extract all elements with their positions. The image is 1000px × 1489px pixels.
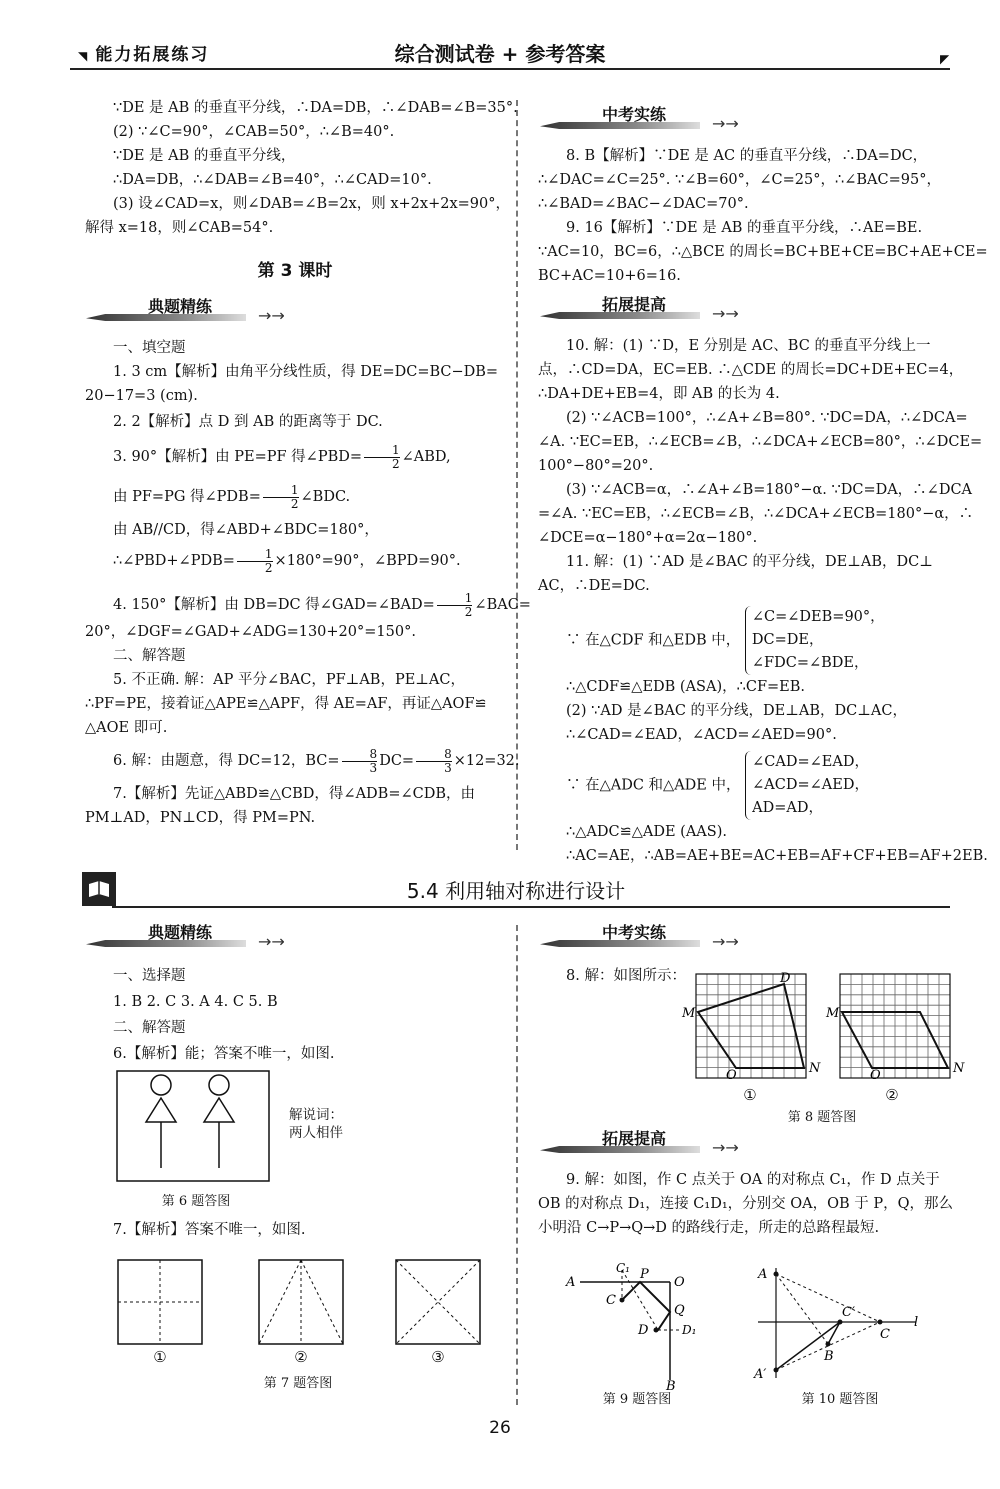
header-left-title: ◥ 能力拓展练习 xyxy=(78,45,210,65)
text-line: △AOE 即可. xyxy=(85,720,168,736)
section-header-zhongkao-2: 中考实练 →→ xyxy=(540,918,800,952)
section-header-dianti-2: 典题精练 →→ xyxy=(86,918,346,952)
fraction: $\frac{8}{3}$ xyxy=(416,748,452,775)
text-line: 6. 解：由题意，得 DC=12，BC= $\frac{8}{3}$ DC= $\frac{8}{3}$ ×12=32. xyxy=(113,746,520,775)
text-line: 由 PF=PG 得∠PDB= $\frac{1}{2}$ ∠BDC. xyxy=(113,482,351,511)
svg-text:O: O xyxy=(870,1068,881,1083)
text-line: (2) ∵AD 是∠BAC 的平分线，DE⊥AB，DC⊥AC， xyxy=(566,703,907,719)
text-line: 2. 2【解析】点 D 到 AB 的距离等于 DC. xyxy=(113,414,383,430)
text-line: (2) ∵∠ACB=100°，∴∠A+∠B=80°. ∵DC=DA，∴∠DCA= xyxy=(566,410,968,426)
svg-text:M: M xyxy=(682,1006,696,1021)
svg-text:D: D xyxy=(638,1323,649,1338)
banner-rule xyxy=(112,906,950,908)
section-header-zhongkao: 中考实练 →→ xyxy=(540,100,800,134)
q8-line: 8. 解：如图所示： xyxy=(566,968,686,984)
svg-text:P: P xyxy=(640,1267,649,1282)
text-line: 10. 解：(1) ∵D，E 分别是 AC、BC 的垂直平分线上一 xyxy=(566,338,931,354)
text-line: ∠DCE=α−180°+α=2α−180°. xyxy=(538,530,758,546)
svg-text:C: C xyxy=(880,1327,890,1342)
double-arrow-icon: →→ xyxy=(712,932,739,951)
double-arrow-icon: →→ xyxy=(258,932,285,951)
text-line: ∵AC=10，BC=6，∴△BCE 的周长=BC+BE+CE=BC+AE+CE= xyxy=(538,244,988,260)
fraction: $\frac{1}{2}$ xyxy=(364,444,400,471)
text-line: 20−17=3 (cm). xyxy=(85,388,198,404)
svg-text:N: N xyxy=(809,1061,821,1076)
header-rule xyxy=(70,68,950,70)
svg-text:C: C xyxy=(606,1293,616,1308)
part-label: 二、解答题 xyxy=(113,648,186,664)
svg-text:C′: C′ xyxy=(842,1305,855,1320)
text-line: 7.【解析】先证△ABD≌△CBD，得∠ADB=∠CDB，由 xyxy=(113,786,475,802)
page-number: 26 xyxy=(489,1418,511,1438)
svg-text:Q: Q xyxy=(674,1303,685,1318)
svg-text:B: B xyxy=(824,1349,834,1364)
fraction: $\frac{1}{2}$ xyxy=(263,484,299,511)
text-line: 9. 16【解析】∵DE 是 AB 的垂直平分线，∴AE=BE. xyxy=(566,220,923,236)
text-line: ∴∠CAD=∠EAD，∠ACD=∠AED=90°. xyxy=(566,727,837,743)
svg-text:D: D xyxy=(780,971,791,986)
brace-system-1: ∵ 在△CDF 和△EDB 中， ∠C=∠DEB=90°， DC=DE， ∠FDC=∠BDE， xyxy=(566,606,958,675)
text-line: 点，∴CD=DA，EC=EB. ∴△CDE 的周长=DC+DE+EC=4， xyxy=(538,362,964,378)
svg-text:l: l xyxy=(914,1315,919,1330)
text-line: 3. 90°【解析】由 PE=PF 得∠PBD= $\frac{1}{2}$ ∠ABD, xyxy=(113,442,451,471)
answer-list: 1. B 2. C 3. A 4. C 5. B xyxy=(113,994,278,1010)
text-line: 11. 解：(1) ∵AD 是∠BAC 的平分线，DE⊥AB，DC⊥ xyxy=(566,554,933,570)
text-line: ∴∠PBD+∠PDB= $\frac{1}{2}$ ×180°=90°，∠BPD=90°. xyxy=(113,546,461,575)
lesson-title: 第 3 课时 xyxy=(257,261,333,281)
figure-9-caption: 第 9 题答图 xyxy=(602,1392,672,1407)
text-line: ∴△ADC≌△ADE (AAS). xyxy=(566,824,727,840)
section-header-dianti: 典题精练 →→ xyxy=(86,292,346,326)
left-bottom-column xyxy=(85,964,505,1066)
right-top-column-2 xyxy=(538,334,988,868)
figure-8-caption: 第 8 题答图 xyxy=(787,1110,857,1125)
text-line: 8. B【解析】∵DE 是 AC 的垂直平分线，∴DA=DC， xyxy=(566,148,928,164)
figure-10-diagram xyxy=(748,1262,928,1386)
double-arrow-icon: →→ xyxy=(258,306,285,325)
svg-text:N: N xyxy=(953,1061,965,1076)
text-line: PM⊥AD，PN⊥CD，得 PM=PN. xyxy=(85,810,316,826)
column-divider-bottom xyxy=(516,925,518,1405)
figure-10-caption: 第 10 题答图 xyxy=(801,1392,879,1407)
left-top-column xyxy=(85,96,518,240)
text-line: 5. 不正确. 解：AP 平分∠BAC，PF⊥AB，PE⊥AC， xyxy=(113,672,465,688)
figure-7-label-2: ② xyxy=(294,1348,308,1366)
svg-text:M: M xyxy=(826,1006,840,1021)
svg-text:B: B xyxy=(666,1379,676,1390)
text-line: ∴∠DAC=∠C=25°. ∵∠B=60°，∠C=25°，∴∠BAC=95°， xyxy=(538,172,941,188)
section-header-tuozhan-2: 拓展提高 →→ xyxy=(540,1124,800,1158)
text-line: 20°，∠DGF=∠GAD+∠ADG=130+20°=150°. xyxy=(85,624,416,640)
text-line: ∠A. ∵EC=EB，∴∠ECB=∠B，∴∠DCA+∠ECB=80°，∴∠DCE= xyxy=(538,434,983,450)
fraction: $\frac{1}{2}$ xyxy=(437,592,473,619)
part-label: 二、解答题 xyxy=(113,1020,186,1036)
header-center-title: 综合测试卷 + 参考答案 xyxy=(394,42,606,66)
figure-6-two-figures xyxy=(116,1070,276,1184)
svg-text:A′: A′ xyxy=(754,1367,767,1382)
text-line: ∴PF=PE，接着证△APE≌△APF，得 AE=AF，再证△AOF≌ xyxy=(85,696,487,712)
fraction: $\frac{8}{3}$ xyxy=(342,748,378,775)
part-label: 一、选择题 xyxy=(113,968,186,984)
text-line: ∴△CDF≌△EDB (ASA)，∴CF=EB. xyxy=(566,679,806,695)
text-line: =∠A. ∵EC=EB，∴∠ECB=∠B，∴∠DCA+∠ECB=180°−α，∴ xyxy=(538,506,974,522)
figure-7-label-1: ① xyxy=(153,1348,167,1366)
text-line: ∵DE 是 AB 的垂直平分线， xyxy=(113,148,296,164)
brace-group: ∠CAD=∠EAD， ∠ACD=∠AED， AD=AD， xyxy=(745,751,869,820)
figure-9-diagram xyxy=(562,1262,722,1390)
text-line: 由 AB//CD，得∠ABD+∠BDC=180°， xyxy=(113,522,379,538)
figure-6-caption: 第 6 题答图 xyxy=(161,1194,231,1209)
text-line: (2) ∵∠C=90°，∠CAB=50°，∴∠B=40°. xyxy=(113,124,395,140)
text-line: 4. 150°【解析】由 DB=DC 得∠GAD=∠BAD= $\frac{1}{2}$ ∠BAC= xyxy=(113,590,531,619)
double-arrow-icon: →→ xyxy=(712,114,739,133)
section-banner xyxy=(82,870,950,910)
svg-text:D₁: D₁ xyxy=(682,1323,697,1337)
section-header-tuozhan: 拓展提高 →→ xyxy=(540,290,800,324)
figure-7-caption: 第 7 题答图 xyxy=(263,1376,333,1391)
svg-text:A: A xyxy=(566,1275,576,1290)
figure-8-grids xyxy=(676,966,968,1084)
text-line: ∴AC=AE，∴AB=AE+BE=AC+EB=AF+CF+EB=AF+2EB. xyxy=(566,848,988,864)
text-line: (3) 设∠CAD=x，则∠DAB=∠B=2x，则 x+2x+2x=90°， xyxy=(113,196,510,212)
text-line: 6.【解析】能；答案不唯一，如图. xyxy=(113,1046,335,1062)
corner-mark-icon: ◤ xyxy=(940,52,950,66)
figure-8-label-2: ② xyxy=(885,1086,899,1104)
text-line: 100°−80°=20°. xyxy=(538,458,654,474)
text-line: (3) ∵∠ACB=α，∴∠A+∠B=180°−α. ∵DC=DA，∴∠DCA xyxy=(566,482,973,498)
text-line: 解得 x=18，则∠CAB=54°. xyxy=(85,220,274,236)
right-top-column-1 xyxy=(538,144,988,288)
double-arrow-icon: →→ xyxy=(712,1138,739,1157)
text-line: BC+AC=10+6=16. xyxy=(538,268,681,284)
q9-lines: 9. 解：如图，作 C 点关于 OA 的对称点 C₁，作 D 点关于 OB 的对称点 D₁，连接 C₁D₁，分别交 OA，OB 于 P，Q，那么 小明沿 C→P→Q→D 的路线行走，所走的总路程最短. xyxy=(538,1172,954,1236)
text-line: 1. 3 cm【解析】由角平分线性质，得 DE=DC=BC−DB= xyxy=(113,364,499,380)
left-top-answers xyxy=(85,336,531,830)
section-title: 5.4 利用轴对称进行设计 xyxy=(406,879,626,903)
text-line: ∴DA=DB，∴∠DAB=∠B=40°，∴∠CAD=10°. xyxy=(113,172,432,188)
svg-text:A: A xyxy=(758,1267,768,1282)
brace-system-2: ∵ 在△ADC 和△ADE 中， ∠CAD=∠EAD， ∠ACD=∠AED， AD=AD， xyxy=(566,751,958,820)
double-arrow-icon: →→ xyxy=(712,304,739,323)
triangle-icon: ◥ xyxy=(78,49,96,63)
column-divider-top xyxy=(516,100,518,850)
fraction: $\frac{1}{2}$ xyxy=(237,548,273,575)
text-line: ∴∠BAD=∠BAC−∠DAC=70°. xyxy=(538,196,749,212)
figure-7-label-3: ③ xyxy=(431,1348,445,1366)
brace-group: ∠C=∠DEB=90°， DC=DE， ∠FDC=∠BDE， xyxy=(745,606,885,675)
text-line: AC，∴DE=DC. xyxy=(538,578,650,594)
svg-text:O: O xyxy=(726,1068,737,1083)
figure-8-label-1: ① xyxy=(743,1086,757,1104)
svg-text:C₁: C₁ xyxy=(616,1262,630,1275)
text-line: ∵DE 是 AB 的垂直平分线，∴DA=DB，∴∠DAB=∠B=35°. xyxy=(113,100,518,116)
figure-6-caption-text: 解说词： 两人相伴 xyxy=(289,1107,343,1141)
svg-text:O: O xyxy=(674,1275,685,1290)
text-line: ∴DA+DE+EB=4，即 AB 的长为 4. xyxy=(538,386,780,402)
part-label: 一、填空题 xyxy=(113,340,186,356)
q7-line: 7.【解析】答案不唯一，如图. xyxy=(113,1222,306,1238)
